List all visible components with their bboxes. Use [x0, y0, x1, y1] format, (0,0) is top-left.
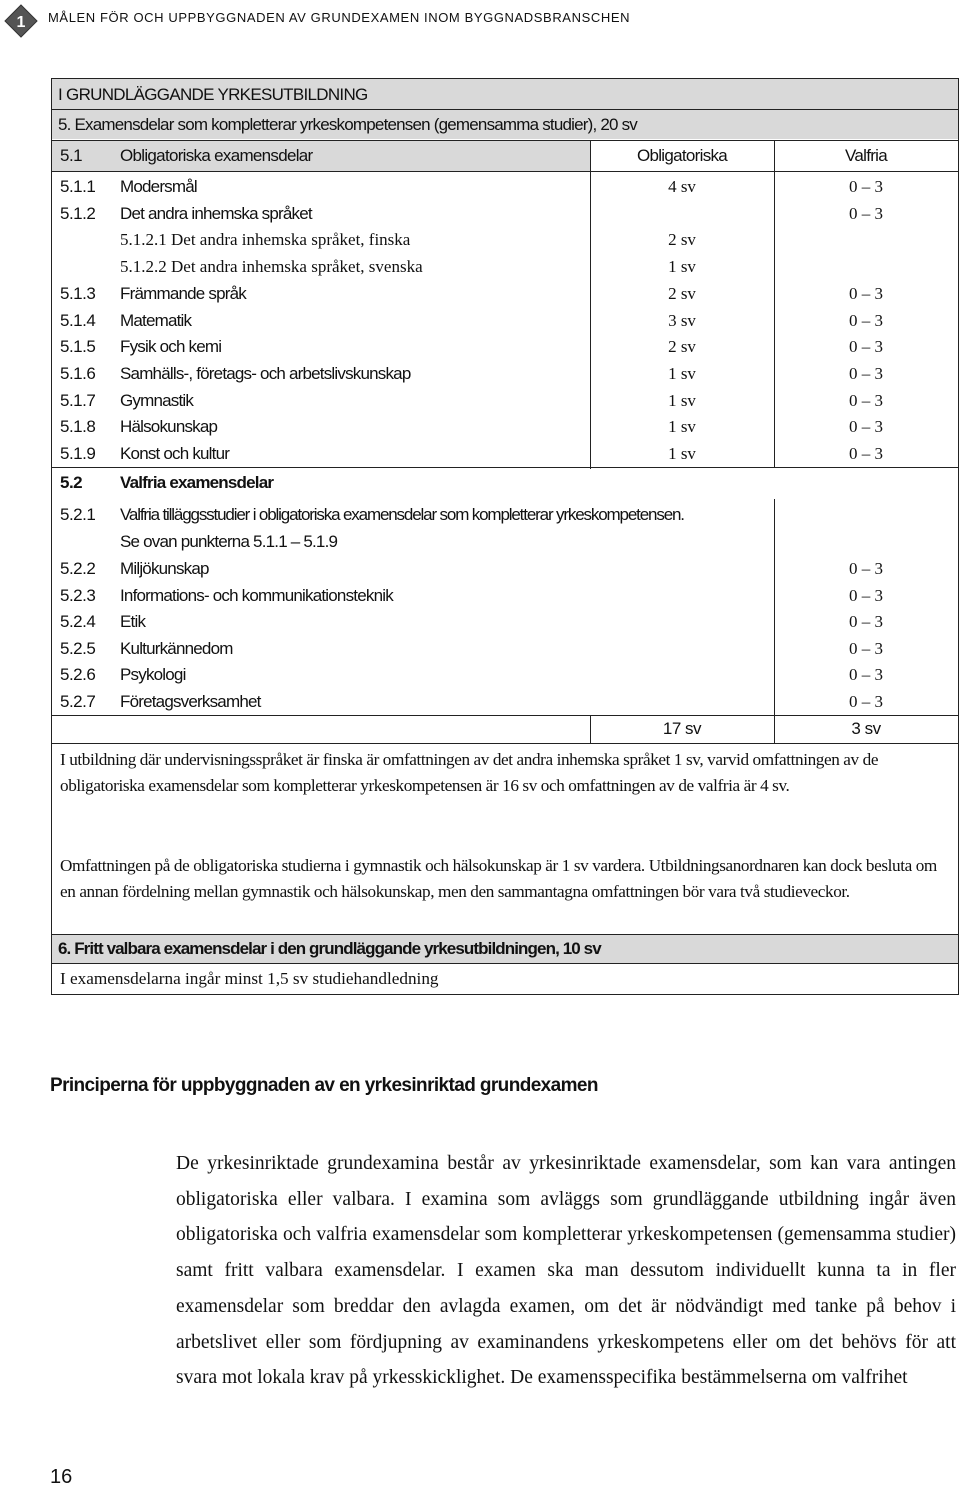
row-label: 5.1.2.2 Det andra inhemska språket, svenska [120, 257, 423, 277]
column-divider [590, 467, 591, 469]
row-number: 5.1.6 [60, 363, 96, 383]
part6-text: I examensdelarna ingår minst 1,5 sv studiehandledning [60, 969, 439, 988]
row-valfria: 0 – 3 [849, 665, 883, 684]
row-valfria: 0 – 3 [849, 585, 883, 605]
row-obligatoriska: 3 sv [668, 310, 696, 330]
row-number: 5.1.5 [60, 337, 96, 357]
chapter-badge [4, 4, 38, 38]
row-label: Matematik [120, 310, 192, 330]
row-valfria: 0 – 3 [849, 390, 883, 410]
divider [52, 140, 958, 141]
row-label: Samhälls-, företags- och arbetslivskunskap [120, 363, 411, 383]
row-valfria: 0 – 3 [849, 203, 883, 223]
column-header-obligatoriska: Obligatoriska [636, 146, 728, 165]
row-number: 5.1.4 [60, 310, 96, 330]
divider [52, 171, 958, 172]
row-valfria: 0 – 3 [849, 417, 883, 437]
row-number: 5.2.7 [60, 691, 96, 711]
divider [52, 467, 958, 468]
row-valfria: 0 – 3 [849, 444, 883, 463]
row-valfria: 0 – 3 [849, 337, 883, 357]
page-number: 16 [50, 1466, 73, 1488]
row-obligatoriska: 2 sv [668, 230, 696, 250]
row-number: 5.1.1 [60, 177, 96, 196]
section-heading: Principerna för uppbyggnaden av en yrkesinriktad grundexamen [50, 1075, 598, 1096]
page-header [0, 0, 960, 44]
row-label: Etik [120, 612, 146, 631]
row-label: Informations- och kommunikationsteknik [120, 585, 393, 605]
total-valfria: 3 sv [851, 719, 881, 738]
row-valfria: 0 – 3 [849, 638, 883, 658]
row-label: Kulturkännedom [120, 638, 233, 658]
divider [52, 715, 958, 716]
divider [52, 109, 958, 110]
row-label: Hälsokunskap [120, 417, 218, 437]
row-number: 5.2.3 [60, 585, 96, 605]
row-valfria: 0 – 3 [849, 177, 883, 196]
divider [52, 934, 958, 935]
row-number: 5.1.9 [60, 444, 96, 463]
row-obligatoriska: 1 sv [668, 417, 696, 437]
total-obligatoriska: 17 sv [662, 719, 702, 738]
row-valfria: 0 – 3 [849, 310, 883, 330]
row-label: Modersmål [120, 177, 197, 196]
row-label: Miljökunskap [120, 559, 209, 578]
row-number: 5.1.3 [60, 283, 96, 303]
note-language: I utbildning där undervisningsspråket är finska är omfattningen av det andra inhemska språket 1 sv, varvid omfattningen av de obligatoriska examensdelar som kompletterar yrkeskompetensen är 16 sv och omfattningen av de valfria är 4 sv. [60, 750, 879, 795]
row-number: 5.2.5 [60, 638, 96, 658]
row-obligatoriska: 1 sv [668, 390, 696, 410]
row-label: Företagsverksamhet [120, 691, 261, 711]
section-body: De yrkesinriktade grundexamina består av yrkesinriktade examensdelar, som kan vara antingen obligatoriska eller valbara. I examina som avläggs som grundläggande utbildning ingår även obligatoriska och valfria examensdelar som kompletterar yrkeskompetensen (gemensamma studier) samt fritt valbara examensdelar. I examen ska man dessutom individuellt kunna ta in fler examensdelar som breddar den avlagda examen, om det är nödvändigt med tanke på behov i arbetslivet eller som fördjupning av examinandens yrkeskompetens eller om det behövs för att svara mot lokala krav på yrkesskicklighet. De examensspecifika bestämmelserna om valfrihet [176, 1153, 956, 1389]
row-valfria: 0 – 3 [849, 559, 883, 578]
running-header-title: MÅLEN FÖR OCH UPPBYGGNADEN AV GRUNDEXAMEN INOM BYGGNADSBRANSCHEN [48, 10, 631, 25]
row-number: 5.2.4 [60, 612, 96, 631]
row-label: Fysik och kemi [120, 337, 222, 357]
note-gymnastics: Omfattningen på de obligatoriska studierna i gymnastik och hälsokunskap är 1 sv vardera. Utbildningsanordnaren kan dock besluta om en annan fördelning mellan gymnastik och hälsokunskap, men den sammantagna omfattningen bör vara två studieveckor. [60, 856, 937, 901]
row-valfria: 0 – 3 [849, 612, 883, 631]
row-number: 5.2.6 [60, 665, 96, 684]
row-obligatoriska: 1 sv [668, 257, 696, 277]
row-label: Främmande språk [120, 283, 246, 303]
row-label: Konst och kultur [120, 444, 230, 463]
row-label: Det andra inhemska språket [120, 203, 312, 223]
row-obligatoriska: 1 sv [668, 363, 696, 383]
row-obligatoriska: 2 sv [668, 337, 696, 357]
divider [52, 963, 958, 964]
column-header-valfria: Valfria [844, 146, 888, 165]
row-number: 5.1.7 [60, 390, 96, 410]
row-valfria: 0 – 3 [849, 363, 883, 383]
divider [52, 743, 958, 744]
row-number: 5.1.8 [60, 417, 96, 437]
row-label: Psykologi [120, 665, 186, 684]
row-valfria: 0 – 3 [849, 283, 883, 303]
chapter-badge-number: 1 [16, 14, 26, 31]
curriculum-table: I GRUNDLÄGGANDE YRKESUTBILDNING 5. Examensdelar som kompletterar yrkeskompetensen (gemensamma studier), 20 sv 5.1 Obligatoriska examensdelar Obligatoriska Valfria 5.1.1 Modersmål 4 sv 0 – 3 5.1.2 Det andra inhemska språket 0 – 3 5.1.2.1 Det andra inhemska språket, finska 2 sv 5.1.2.2 Det andra inhemska språket, svenska 1 sv 5.1.3 Främmande språk 2 sv 0 – 3 5.1.4 Matematik 3 sv 0 – 3 5.1.5 Fysik och kemi 2 sv 0 – 3 5.1.6 Samhälls-, företags- och arbetslivskunskap 1 sv 0 – 3 5.1.7 Gymnastik 1 sv 0 – 3 5.1.8 Hälsokunskap 1 sv 0 – 3 5.1.9 Konst och kultur 1 sv 0 – 3 5.2 Valfria examensdelar 5.2.1 Valfria tilläggsstudier i obligatoriska examensdelar som kompletterar yrkeskompetensen. Se ovan punkterna 5.1.1 – 5.1.9 5.2.2 Miljökunskap 0 – 3 5.2.3 Informations- och kommunikationsteknik 0 – 3 5.2.4 Etik 0 – 3 5.2.5 Kulturkännedom 0 – 3 5.2.6 Psykologi 0 – 3 5.2.7 Företagsverksamhet 0 – 3 17 sv 3 sv I utbildning där undervisningsspråket är finska är omfattningen av det andra inhemska språket 1 sv, varvid omfattningen av de obligatoriska examensdelar som kompletterar yrkeskompetensen är 16 sv och omfattningen av de valfria är 4 sv. Omfattningen på de obligatoriska studierna i gymnastik och hälsokunskap är 1 sv vardera. Utbildningsanordnaren kan dock besluta om en annan fördelning mellan gymnastik och hälsokunskap, men den sammantagna omfattningen bör vara två studieveckor. 6. Fritt valbara examensdelar i den grundläggande yrkesutbildningen, 10 sv I examensdelarna ingår minst 1,5 sv studiehandledning [51, 78, 959, 995]
row-number: 5.2.2 [60, 559, 96, 578]
row-number: 5.1.2 [60, 203, 96, 223]
row-label: Gymnastik [120, 390, 194, 410]
row-valfria: 0 – 3 [849, 691, 883, 711]
row-obligatoriska: 2 sv [668, 283, 696, 303]
row-label: 5.1.2.1 Det andra inhemska språket, finska [120, 230, 411, 250]
row-obligatoriska: 4 sv [668, 177, 696, 196]
row-obligatoriska: 1 sv [668, 444, 696, 463]
